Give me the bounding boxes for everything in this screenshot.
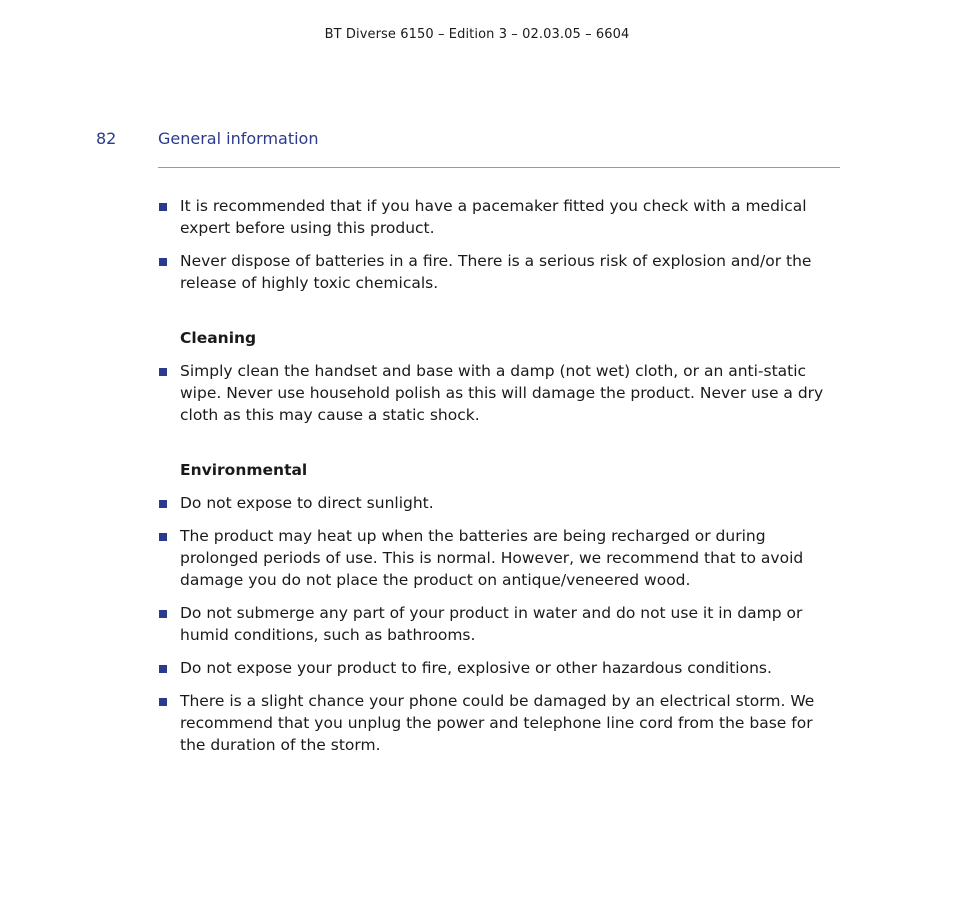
list-item	[158, 250, 842, 294]
square-bullet-icon	[159, 533, 167, 541]
list-item-text: Do not expose to direct sunlight.	[180, 494, 434, 512]
list-item	[158, 492, 842, 514]
section-title: General information	[158, 129, 319, 148]
list-item	[158, 690, 842, 756]
cleaning-bullet-list	[158, 360, 842, 426]
list-item-text: The product may heat up when the batteries are being recharged or during prolonged periods of use. This is normal. However, we recommend that to avoid damage you do not place the product on antique/veneered wood.	[180, 527, 804, 589]
square-bullet-icon	[159, 203, 167, 211]
spacer	[158, 437, 842, 459]
list-item-text: There is a slight chance your phone could be damaged by an electrical storm. We recommend that you unplug the power and telephone line cord from the base for the duration of the storm.	[180, 692, 815, 754]
list-item	[158, 195, 842, 239]
list-item	[158, 657, 842, 679]
cleaning-heading: Cleaning	[180, 329, 257, 347]
square-bullet-icon	[159, 500, 167, 508]
list-item-text: Never dispose of batteries in a fire. There is a serious risk of explosion and/or the release of highly toxic chemicals.	[180, 252, 812, 292]
square-bullet-icon	[159, 368, 167, 376]
environmental-heading: Environmental	[180, 461, 308, 479]
spacer	[158, 305, 842, 327]
environmental-bullet-list	[158, 492, 842, 756]
square-bullet-icon	[159, 610, 167, 618]
list-item-text: Simply clean the handset and base with a damp (not wet) cloth, or an anti-static wipe. Never use household polish as this will damage the product. Never use a dry cloth as this may cause a static shock.	[180, 362, 824, 424]
list-item-text: Do not expose your product to fire, explosive or other hazardous conditions.	[180, 659, 772, 677]
list-item	[158, 525, 842, 591]
list-item-text: Do not submerge any part of your product in water and do not use it in damp or humid conditions, such as bathrooms.	[180, 604, 803, 644]
header-divider	[158, 167, 840, 168]
page-content	[158, 195, 842, 767]
square-bullet-icon	[159, 698, 167, 706]
list-item-text: It is recommended that if you have a pacemaker fitted you check with a medical expert before using this product.	[180, 197, 807, 237]
document-header: BT Diverse 6150 – Edition 3 – 02.03.05 – 6604	[324, 27, 630, 42]
list-item	[158, 602, 842, 646]
square-bullet-icon	[159, 665, 167, 673]
list-item	[158, 360, 842, 426]
square-bullet-icon	[159, 258, 167, 266]
intro-bullet-list	[158, 195, 842, 294]
page-number: 82	[96, 129, 117, 148]
